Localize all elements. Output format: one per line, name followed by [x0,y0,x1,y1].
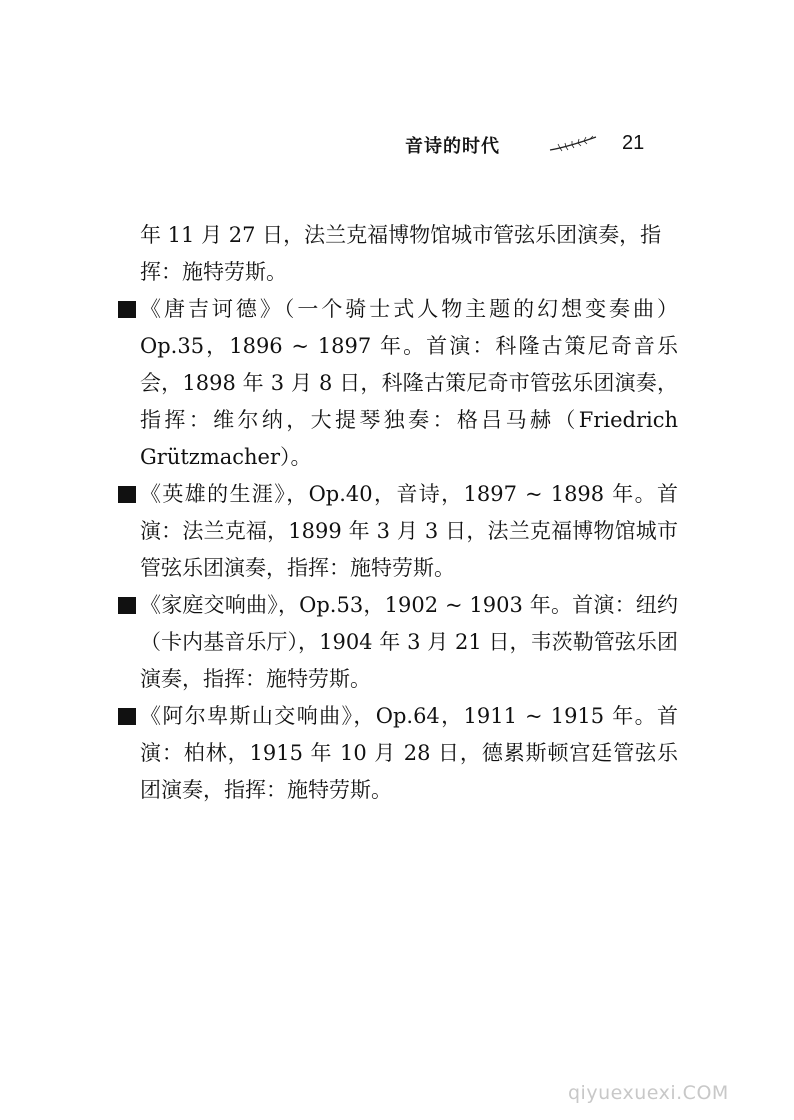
square-bullet-icon [118,301,136,318]
square-bullet-icon [118,597,136,614]
list-item-text: 《唐吉诃德》（一个骑士式人物主题的幻想变奏曲）Op.35，1896 ~ 1897 年。首演：科隆古策尼奇音乐会，1898 年 3 月 8 日，科隆古策尼奇市管弦乐团演奏，指挥：维尔纳，大提琴独奏：格吕马赫（Friedrich Grützmacher）。 [140,297,678,469]
list-item [118,291,678,476]
square-bullet-icon [118,486,136,503]
page-header [405,128,665,160]
list-item-text: 《阿尔卑斯山交响曲》，Op.64，1911 ~ 1915 年。首演：柏林，1915 年 10 月 28 日，德累斯顿宫廷管弦乐团演奏，指挥：施特劳斯。 [140,704,678,802]
list-item [118,698,678,809]
feather-ornament-icon [548,134,598,154]
square-bullet-icon [118,708,136,725]
list-item-text: 《家庭交响曲》，Op.53，1902 ~ 1903 年。首演：纽约（卡内基音乐厅），1904 年 3 月 21 日，韦茨勒管弦乐团演奏，指挥：施特劳斯。 [140,593,678,691]
list-item-text: 《英雄的生涯》，Op.40，音诗，1897 ~ 1898 年。首演：法兰克福，1899 年 3 月 3 日，法兰克福博物馆城市管弦乐团演奏，指挥：施特劳斯。 [140,482,678,580]
continued-paragraph: 年 11 月 27 日，法兰克福博物馆城市管弦乐团演奏，指挥：施特劳斯。 [140,223,662,284]
list-item [118,476,678,587]
list-item [118,587,678,698]
page-number: 21 [622,132,645,154]
site-watermark: qiyuexuexi.COM [568,1082,729,1104]
running-title: 音诗的时代 [405,136,500,157]
page-body [118,217,678,809]
